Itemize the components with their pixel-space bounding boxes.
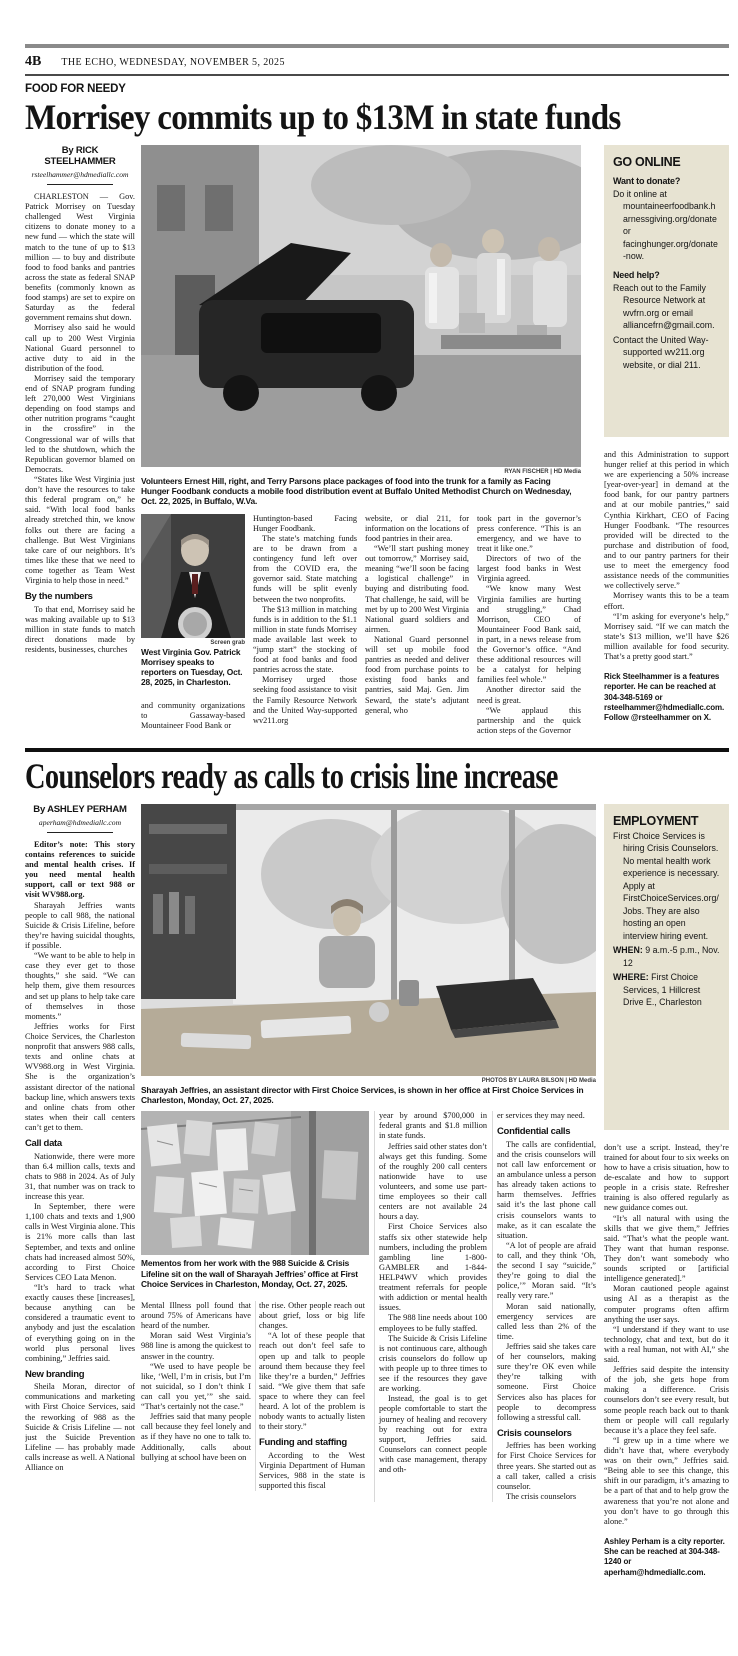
- headline-morrisey: Morrisey commits up to $13M in state funds: [25, 97, 621, 137]
- photo-food-distribution: [141, 145, 581, 467]
- section-subhead: By the numbers: [25, 591, 93, 603]
- paragraph: and this Administration to support hunger relief at this period in which we are experiencing a 50% increase [year-over-year] in demand at the food bank, for our pantry partners and at our mobile pantries,” said Cynthia Kirkhart, CEO of Facing Hunger Foodbank. “The resources provided will be directed to the purchase and distribution of food, and to our pantry partners for their use to meet the emergency food assistance needs of the communities we collectively serve.”: [604, 449, 729, 591]
- article-morrisey-food-funds: [25, 83, 729, 741]
- paragraph: According to the West Virginia Department of Human Services, 988 in the state is supported this fiscal: [259, 1450, 365, 1491]
- article2-column-1: [25, 804, 135, 1474]
- paragraph: Jeffries works for First Choice Services, the Charleston nonprofit that answers 988 calls, texts and online chats at WV988.org in West Virginia. She is the organization’s assistant director of the national backup line, which answers texts and online chats from other states when their call centers can’t get to them.: [25, 1021, 135, 1132]
- paragraph: Mental Illness poll found that around 75% of Americans have heard of the number.: [141, 1301, 251, 1331]
- photo-jeffries-office: [141, 804, 596, 1076]
- section-subhead: Funding and staffing: [259, 1437, 347, 1449]
- article2-middle: [141, 804, 596, 1502]
- byline-email: aperham@hdmediallc.com: [38, 817, 122, 827]
- paragraph: “States like West Virginia just don’t have the resources to take this federal program on,” he said. “With local food banks already stretched thin, we know folks out there are facing a challenge. But West Virginians take care of our neighbors. It’s times like these that we need to come together as Team West Virginia to help those in need.”: [25, 475, 135, 586]
- reporter-tagline: Rick Steelhammer is a features reporter. He can be reached at 304-348-5169 or rsteelhammer@hdmediallc.com. Follow @rsteelhammer on X.: [604, 672, 725, 723]
- mementos-group: [141, 1111, 369, 1502]
- folio-line: [25, 53, 729, 76]
- photo-jeffries-office-art: [141, 804, 596, 1076]
- paragraph: Jeffries said despite the intensity of the job, she gets hope from making a difference. Crisis counselors don’t see every result, but some people reach back out to thank them or people will call regularly because it’s a place they feel safe.: [604, 1365, 729, 1435]
- paragraph: Moran cautioned people against using AI as a therapist as the computer programs often affirm anything the user says.: [604, 1284, 729, 1324]
- byline: By RICK STEELHAMMER: [44, 144, 116, 167]
- paragraph: year by around $700,000 in federal grants and $1.8 million in state funds.: [379, 1111, 487, 1141]
- employment-content: [613, 830, 720, 1009]
- reporter-tagline: Ashley Perham is a city reporter. She can be reached at 304-348-1240 or aperham@hdmediallc.com.: [604, 1536, 725, 1577]
- paragraph: Morrisey wants this to be a team effort.: [604, 591, 729, 611]
- byline-block: [25, 146, 135, 185]
- infobox-item: Contact the United Way-supported wv211.org website, or dial 211.: [613, 334, 709, 370]
- header-top-rule: [25, 44, 729, 48]
- photo-caption: Volunteers Ernest Hill, right, and Terry Parsons place packages of food into the trunk for a family as Facing Hunger Foodbank conducts a mobile food distribution event at Buffalo United Methodist Church on Wednesday, Oct. 22, 2025, in Buffalo, W.Va.: [141, 475, 572, 507]
- paragraph: Jeffries said that many people call because they feel lonely and as if they have no one to talk to. Additionally, calls about bullying at school have been on: [141, 1412, 251, 1462]
- paragraph: “A lot of these people that reach out don’t feel safe to open up and talk to people around them because they feel like they’re a burden,” Jeffries said. “We give them that safe space to where they can feel heard. A lot of the problem is nobody wants to actually listen to their story.”: [259, 1331, 365, 1432]
- byline-rule: [47, 184, 113, 185]
- photo-mementos-wall-art: [141, 1111, 369, 1255]
- paragraph: took part in the governor’s press conference. “This is an emergency, and we have to treat it like one.”: [477, 513, 581, 553]
- article1-column-4: [365, 514, 469, 736]
- paragraph: Jeffries said other states don’t always get this funding. Some of the roughly 200 call centers nationwide have to use volunteers, and some use part-time employees so their call centers are not available 24 hours a day.: [379, 1141, 487, 1222]
- kicker: FOOD FOR NEEDY: [25, 83, 126, 95]
- byline-email: rsteelhammer@hdmediallc.com: [31, 169, 129, 179]
- photo-credit: RYAN FISCHER | HD Media: [504, 468, 581, 475]
- paragraph: The Suicide & Crisis Lifeline is not continuous care, although crisis counselors do follow up with people up to three times to see if the resources they gave are working.: [379, 1333, 487, 1394]
- byline-block: [25, 805, 135, 833]
- paragraph: “It’s all natural with using the skills that we give them,” Jeffries said. “That’s what the people want. They want that human response. They don’t want somebody who sounds scripted or [artificial intelligence generated].”: [604, 1213, 729, 1284]
- article-divider-rule: [25, 748, 729, 752]
- paragraph: The $13 million in matching funds is in addition to the $1.1 million in state funds Morrisey made available last week to “jump start” the stocking of food at food banks and food pantries across the state.: [253, 604, 357, 675]
- section-subhead: Crisis counselors: [497, 1427, 572, 1439]
- section-subhead: New branding: [25, 1368, 85, 1380]
- paragraph: Nationwide, there were more than 6.4 million calls, texts and chats to 988 in 2024. As of July 31, that number was on track to increase this year.: [25, 1151, 135, 1201]
- section-subhead: Call data: [25, 1138, 62, 1150]
- infobox-item: WHERE: First Choice Services, 1 Hillcrest Drive E., Charleston: [613, 972, 702, 1008]
- paragraph: Another director said the need is great.: [477, 685, 581, 705]
- article2-column-3: [255, 1301, 365, 1491]
- paragraph: “We know many West Virginia families are hurting and struggling,” Chad Morrison, CEO of Mountaineer Food Bank said, in part, in a news release from the Governor’s office. “And these additional resources will be a catalyst for helping families feel whole.”: [477, 584, 581, 685]
- paragraph: The crisis counselors: [506, 1491, 577, 1501]
- go-online-box: [604, 145, 729, 437]
- article2-col1-text: [25, 840, 135, 1473]
- paragraph: website, or dial 211, for information on the locations of food pantries in their area.: [365, 513, 469, 543]
- page-header: [25, 44, 729, 76]
- article1-column-5: [477, 514, 581, 736]
- photo-governor-morrisey-art: [141, 514, 245, 638]
- article2-right-rail: [604, 804, 729, 1578]
- byline-rule: [47, 832, 113, 833]
- paragraph: Sharayah Jeffries wants people to call 988, the national Suicide & Crisis Lifeline, before they’re having suicidal thoughts, if possible.: [25, 900, 135, 951]
- article2-column-6: [604, 1143, 729, 1578]
- article1-right-rail: [604, 145, 729, 723]
- photo-caption: West Virginia Gov. Patrick Morrisey speaks to reporters on Tuesday, Oct. 28, 2025, in Charleston.: [141, 646, 243, 688]
- photo-food-distribution-art: [141, 145, 581, 467]
- headline-counselors: Counselors ready as calls to crisis line increase: [25, 755, 558, 796]
- photo-caption: Mementos from her work with the 988 Suicide & Crisis Lifeline sit on the wall of Sharayah Jeffries’ office at First Choice Services in Charleston, Monday, Oct. 27, 2025.: [141, 1258, 358, 1289]
- masthead: THE ECHO, WEDNESDAY, NOVEMBER 5, 2025: [61, 57, 285, 68]
- paragraph: In September, there were 1,100 chats and texts and 1,900 calls in West Virginia alone. This is 21% more calls than last September, and texts and online chats had increased almost 50%, according to First Choice Services CEO Lata Menon.: [25, 1202, 135, 1282]
- paragraph: Sheila Moran, director of communications and marketing with First Choice Services, said the reworking of 988 as the Suicide & Crisis Lifeline — not just the Suicide Prevention Lifeline — has probably made calls increase as well. A National Alliance on: [25, 1382, 135, 1473]
- paragraph: don’t use a script. Instead, they’re trained for about four to six weeks on how to have a crisis situation, how to de-escalate and how to support people in a crisis state. Refresher training is also offered regularly as new guidance comes out.: [604, 1142, 729, 1213]
- paragraph: Huntington-based Facing Hunger Foodbank.: [253, 513, 357, 533]
- paragraph: er services they may need.: [497, 1111, 585, 1121]
- employment-box: [604, 804, 729, 1130]
- article1-column-1: [25, 145, 135, 655]
- paragraph: Morrisey also said he would call up to 200 West Virginia National Guard personnel to active duty to aid in the distribution of the food.: [25, 323, 135, 373]
- paragraph: Directors of two of the largest food banks in West Virginia agreed.: [477, 554, 581, 584]
- infobox-item: First Choice Services is hiring Crisis Counselors. No mental health work experience is necessary. Apply at FirstChoiceServices.org/Jobs. They are also hosting an open interview hiring event.: [613, 830, 720, 941]
- paragraph: “It’s hard to track what exactly causes these [increases], because anything can be considered a traumatic event to anybody and just the escalation of everything going on in the world plus personal lives combining,” Jeffries said.: [25, 1282, 135, 1363]
- article2-column-4: [374, 1111, 487, 1502]
- article1-col1-text: [25, 192, 135, 655]
- paragraph: Moran said nationally, emergency services are called less than 2% of the time.: [497, 1301, 596, 1341]
- paragraph: “I’m asking for everyone’s help,” Morrisey said. “If we can match the state’s $13 million, we’ll have $26 million available for food security. That’s a pretty good start.”: [604, 611, 729, 662]
- photo-credit: PHOTOS BY LAURA BILSON | HD Media: [481, 1077, 596, 1084]
- article1-column-6: [604, 450, 729, 723]
- photo-governor-morrisey: [141, 514, 245, 638]
- paragraph: The 988 line needs about 100 employees to be fully staffed.: [379, 1313, 487, 1333]
- go-online-content: [613, 176, 720, 371]
- paragraph: “We applaud this partnership and the quick action steps of the Governor: [477, 705, 581, 735]
- article1-col2-text: [141, 701, 245, 731]
- paragraph: Morrisey urged those seeking food assistance to visit the Family Resource Network and the United Way-supported wv211.org: [253, 675, 357, 725]
- byline: By ASHLEY PERHAM: [33, 803, 127, 815]
- paragraph: Moran said West Virginia’s 988 line is among the quickest to answer in the country.: [141, 1331, 251, 1361]
- photo-caption: Sharayah Jeffries, an assistant director with First Choice Services, is shown in her office at First Choice Services in Charleston, Monday, Oct. 27, 2025.: [141, 1084, 584, 1105]
- paragraph: The state’s matching funds are to be drawn from a contingency fund left over from the COVID era, the governor said. State matching funds will be split evenly between the two nonprofits.: [253, 533, 357, 604]
- page-number: 4B: [25, 54, 42, 69]
- paragraph: The calls are confidential, and the crisis counselors will not call law enforcement or an ambulance unless a person has already taken actions to harm themselves. Jeffries said it’s the last phone call crisis counselors wants to make, as it can escalate the situation.: [497, 1139, 596, 1240]
- article-crisis-line: [25, 757, 729, 1622]
- paragraph: Instead, the goal is to get people comfortable to start the journey of healing and recovery by reaching out for extra support, Jeffries said. Counselors can connect people with case management, therapy and oth-: [379, 1394, 487, 1475]
- paragraph: “I understand if they want to use technology, chat and text, but do it with a real human, not with AI,” she said.: [604, 1324, 729, 1365]
- infobox-title: GO ONLINE: [613, 154, 681, 169]
- paragraph: “We want to be able to help in case they ever get to those thoughts,” she said. “We can help them, give them resources and set up plans to help take care of themselves in those moments.”: [25, 951, 135, 1021]
- photo-mementos-wall: [141, 1111, 369, 1255]
- article1-column-2: [141, 514, 245, 736]
- infobox-item: WHEN: 9 a.m.-5 p.m., Nov. 12: [613, 945, 720, 968]
- section-subhead: Confidential calls: [497, 1126, 571, 1138]
- paragraph: “A lot of people are afraid to call, and they think ‘Oh, the second I say “suicide,” they’re going to dial the police,’” Moran said. “It’s really very rare.”: [497, 1240, 596, 1301]
- paragraph: “We’ll start pushing money out tomorrow,” Morrisey said, meaning “we’ll soon be facing a logistical challenge” in buying and distributing food. That challenge, he said, will be met by up to 200 West Virginia National guard soldiers and airmen.: [365, 543, 469, 634]
- paragraph: “I grew up in a time where we didn’t have that, where everybody was on their own,” Jeffries said. “Being able to see this change, this shift in our paradigm, it’s amazing to be a part of that and to help grow the awareness that you’re not alone and you don’t have to go through this alone.”: [604, 1435, 729, 1526]
- paragraph: CHARLESTON — Gov. Patrick Morrisey on Tuesday challenged West Virginia citizens to donate money to a new fund — which the state will match to the tune of up to $13 million — to buy and distribute food to food banks and pantries across the state as federal SNAP benefits (commonly known as food stamps) are set to expire on Saturday as the federal government remains shut down.: [25, 191, 135, 323]
- paragraph: Jeffries has been working for First Choice Services for three years. She started out as a call taker, called a crisis counselor.: [497, 1441, 596, 1491]
- paragraph: To that end, Morrisey said he was making available up to $13 million in state funds to match direct donations made by residents, businesses, churches: [25, 604, 135, 655]
- infobox-item: Reach out to the Family Resource Network at wvfrn.org or email alliancefrn@gmail.com.: [613, 282, 715, 331]
- editors-note: Editor’s note: This story contains references to suicide and mental health crises. If you need mental health support, call or text 988 or visit WV988.org.: [25, 839, 135, 900]
- paragraph: and community organizations to Gassaway-based Mountaineer Food Bank or: [141, 700, 245, 730]
- infobox-subhead: Need help?: [613, 269, 660, 280]
- infobox-item: Do it online at mountaineerfoodbank.harnessgiving.org/donate or facinghunger.org/donate-now.: [613, 188, 718, 262]
- infobox-subhead: Want to donate?: [613, 175, 681, 186]
- paragraph: the rise. Other people reach out about grief, loss or big life changes.: [259, 1301, 365, 1331]
- paragraph: Morrisey said the temporary end of SNAP program funding left 270,000 West Virginians depending on food stamps and other nutrition programs “caught in the crossfire” in the Congressional war of wills that led to the shutdown, which the Republican governor blamed on Democrats.: [25, 373, 135, 474]
- article2-column-2: [141, 1301, 251, 1491]
- paragraph: Jeffries said she takes care of her counselors, making sure they’re OK even while they’re talking with someone. First Choice Services also has places for people to decompress following a stressful call.: [497, 1341, 596, 1422]
- paragraph: National Guard personnel will set up mobile food pantries as needed and deliver food from purchase points to existing food banks and pantries, said Maj. Gen. Jim Seward, the state’s adjutant general, who: [365, 634, 469, 715]
- article1-middle: [141, 145, 581, 736]
- photo-credit: Screen grab: [210, 639, 245, 646]
- article2-column-5: [492, 1111, 596, 1502]
- paragraph: “We used to have people be like, ‘Well, I’m in crisis, but I’m not suicidal, so I don’t think I can call you yet,’” she said. “That’s certainly not the case.”: [141, 1361, 251, 1412]
- paragraph: First Choice Services also staffs six other statewide help numbers, including the problem gambling line 1-800-GAMBLER and 1-844-HELP4WV which provides treatment referrals for people with addiction or mental health issues.: [379, 1222, 487, 1313]
- infobox-title: EMPLOYMENT: [613, 813, 699, 828]
- article1-column-3: [253, 514, 357, 736]
